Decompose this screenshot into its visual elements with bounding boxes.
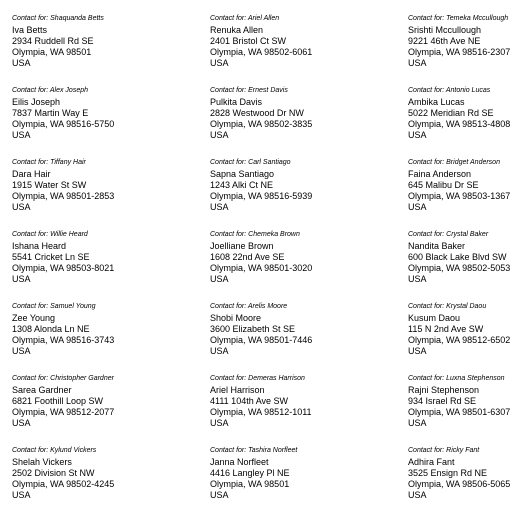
contact-name: Tiffany Hair [50,159,86,166]
address-label [408,230,531,298]
contact-for-line [408,302,531,311]
contact-prefix: Contact for: [408,87,445,94]
address-label [12,302,142,370]
contact-prefix: Contact for: [12,375,49,382]
country: USA [12,58,31,68]
contact-prefix: Contact for: [12,15,49,22]
country: USA [408,58,427,68]
address-label [210,446,340,514]
contact-name: Arelis Moore [247,303,288,310]
street-address: 1243 Alki Ct NE [210,180,274,190]
contact-prefix: Contact for: [408,159,445,166]
contact-prefix: Contact for: [210,159,247,166]
address-label [12,446,142,514]
recipient-name: Iva Betts [12,25,48,35]
recipient-name: Renuka Allen [210,25,264,35]
city-state-zip: Olympia, WA 98506-5065 [408,479,511,489]
city-state-zip: Olympia, WA 98501-7446 [210,335,313,345]
address-label [12,374,142,442]
contact-prefix: Contact for: [408,447,445,454]
address-label [408,302,531,370]
street-address: 600 Black Lake Blvd SW [408,252,507,262]
contact-for-line [408,158,531,167]
contact-name: Tashira Norfleet [248,447,298,454]
recipient-name: Adhira Fant [408,457,455,467]
country: USA [210,58,229,68]
city-state-zip: Olympia, WA 98512-6502 [408,335,511,345]
city-state-zip: Olympia, WA 98501-3020 [210,263,313,273]
contact-prefix: Contact for: [408,231,445,238]
contact-name: Crystal Baker [446,231,489,238]
address-label [408,86,531,154]
contact-prefix: Contact for: [12,303,49,310]
street-address: 3600 Elizabeth St SE [210,324,296,334]
country: USA [408,418,427,428]
contact-prefix: Contact for: [210,303,247,310]
address-label [210,86,340,154]
contact-prefix: Contact for: [210,375,247,382]
recipient-name: Shobi Moore [210,313,262,323]
street-address: 6821 Foothill Loop SW [12,396,104,406]
country: USA [210,274,229,284]
contact-for-line [12,374,142,383]
city-state-zip: Olympia, WA 98516-3743 [12,335,115,345]
address-label [408,14,531,82]
address-label [408,446,531,514]
country: USA [408,274,427,284]
city-state-zip: Olympia, WA 98512-2077 [12,407,115,417]
recipient-name: Pulkita Davis [210,97,263,107]
contact-for-line [408,14,531,23]
recipient-name: Janna Norfleet [210,457,269,467]
city-state-zip: Olympia, WA 98503-8021 [12,263,115,273]
contact-prefix: Contact for: [12,231,49,238]
recipient-name: Nandita Baker [408,241,466,251]
contact-prefix: Contact for: [408,375,445,382]
address-label [210,158,340,226]
address-label [210,374,340,442]
contact-for-line [12,14,142,23]
street-address: 5022 Meridian Rd SE [408,108,494,118]
contact-prefix: Contact for: [12,447,49,454]
contact-prefix: Contact for: [210,15,247,22]
recipient-name: Ambika Lucas [408,97,465,107]
recipient-name: Srishti Mccullough [408,25,482,35]
recipient-name: Faina Anderson [408,169,472,179]
contact-prefix: Contact for: [408,303,445,310]
country: USA [210,418,229,428]
country: USA [12,202,31,212]
contact-for-line [210,86,340,95]
address-label [210,14,340,82]
city-state-zip: Olympia, WA 98512-1011 [210,407,312,417]
address-label [12,86,142,154]
recipient-name: Shelah Vickers [12,457,72,467]
contact-prefix: Contact for: [408,15,445,22]
contact-name: Ariel Allen [247,15,280,22]
recipient-name: Zee Young [12,313,56,323]
recipient-name: Eilis Joseph [12,97,61,107]
contact-name: Krystal Daou [446,303,487,310]
contact-for-line [408,374,531,383]
contact-for-line [408,446,531,455]
street-address: 1608 22nd Ave SE [210,252,285,262]
contact-for-line [210,374,340,383]
city-state-zip: Olympia, WA 98502-6061 [210,47,313,57]
address-label [12,230,142,298]
address-label [12,14,142,82]
contact-name: Bridget Anderson [446,159,500,166]
city-state-zip: Olympia, WA 98502-3835 [210,119,313,129]
recipient-name: Sapna Santiago [210,169,275,179]
contact-prefix: Contact for: [210,447,247,454]
address-label [408,158,531,226]
city-state-zip: Olympia, WA 98516-5939 [210,191,313,201]
country: USA [12,274,31,284]
contact-name: Carl Santiago [248,159,291,166]
street-address: 4416 Langley Pl NE [210,468,290,478]
city-state-zip: Olympia, WA 98501 [210,479,290,489]
city-state-zip: Olympia, WA 98501-6307 [408,407,511,417]
street-address: 4111 104th Ave SW [210,396,289,406]
contact-name: Ricky Fant [446,447,480,454]
country: USA [12,490,31,500]
contact-for-line [408,230,531,239]
contact-prefix: Contact for: [12,87,49,94]
city-state-zip: Olympia, WA 98513-4808 [408,119,511,129]
contact-name: Demeras Harrison [248,375,305,382]
country: USA [210,346,229,356]
recipient-name: Sarea Gardner [12,385,72,395]
contact-prefix: Contact for: [210,87,247,94]
recipient-name: Ariel Harrison [210,385,265,395]
city-state-zip: Olympia, WA 98501-2853 [12,191,115,201]
street-address: 3525 Ensign Rd NE [408,468,488,478]
contact-name: Willie Heard [50,231,88,238]
street-address: 5541 Cricket Ln SE [12,252,90,262]
recipient-name: Dara Hair [12,169,51,179]
contact-for-line [210,158,340,167]
country: USA [408,490,427,500]
contact-for-line [210,14,340,23]
address-label [210,302,340,370]
contact-name: Alex Joseph [49,87,89,94]
contact-for-line [12,86,142,95]
street-address: 115 N 2nd Ave SW [408,324,484,334]
contact-for-line [12,302,142,311]
city-state-zip: Olympia, WA 98503-1367 [408,191,511,201]
contact-name: Shaquanda Betts [50,15,104,22]
city-state-zip: Olympia, WA 98516-5750 [12,119,115,129]
country: USA [210,130,229,140]
contact-name: Samuel Young [50,303,96,310]
street-address: 2502 Division St NW [12,468,95,478]
street-address: 2401 Bristol Ct SW [210,36,287,46]
contact-for-line [12,446,142,455]
contact-name: Christopher Gardner [50,375,114,382]
contact-prefix: Contact for: [12,159,49,166]
country: USA [210,490,229,500]
street-address: 9221 46th Ave NE [408,36,481,46]
city-state-zip: Olympia, WA 98502-4245 [12,479,115,489]
country: USA [408,202,427,212]
country: USA [408,130,427,140]
street-address: 645 Malibu Dr SE [408,180,479,190]
contact-for-line [210,302,340,311]
country: USA [210,202,229,212]
contact-for-line [408,86,531,95]
street-address: 1308 Alonda Ln NE [12,324,90,334]
recipient-name: Rajni Stephenson [408,385,480,395]
contact-name: Ernest Davis [248,87,288,94]
recipient-name: Ishana Heard [12,241,67,251]
contact-name: Antonio Lucas [445,87,491,94]
country: USA [12,346,31,356]
address-label [408,374,531,442]
city-state-zip: Olympia, WA 98502-5053 [408,263,511,273]
recipient-name: Kusum Daou [408,313,461,323]
street-address: 2828 Westwood Dr NW [210,108,304,118]
country: USA [12,418,31,428]
address-label [210,230,340,298]
street-address: 7837 Martin Way E [12,108,89,118]
contact-for-line [12,230,142,239]
address-label [12,158,142,226]
city-state-zip: Olympia, WA 98501 [12,47,92,57]
contact-name: Temeka Mccullough [446,15,509,22]
street-address: 2934 Ruddell Rd SE [12,36,94,46]
contact-prefix: Contact for: [210,231,247,238]
recipient-name: Joelliane Brown [210,241,274,251]
contact-name: Kylund Vickers [50,447,97,454]
contact-for-line [12,158,142,167]
street-address: 1915 Water St SW [12,180,87,190]
country: USA [12,130,31,140]
country: USA [408,346,427,356]
city-state-zip: Olympia, WA 98516-2307 [408,47,511,57]
contact-name: Chemeka Brown [248,231,300,238]
street-address: 934 Israel Rd SE [408,396,477,406]
contact-for-line [210,446,340,455]
contact-for-line [210,230,340,239]
contact-name: Luxna Stephenson [446,375,505,382]
